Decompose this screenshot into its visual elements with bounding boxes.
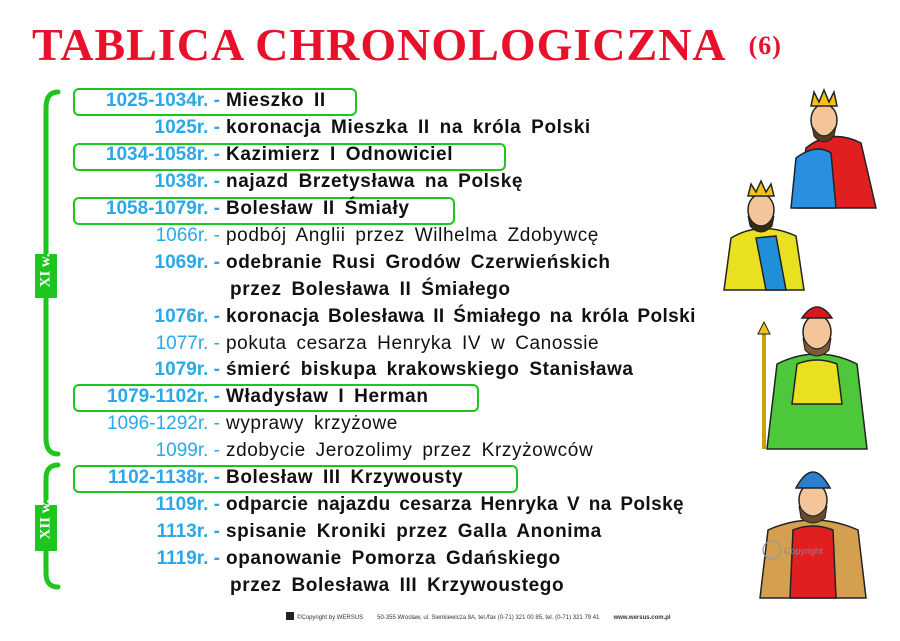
footer-website: www.wersus.com.pl bbox=[613, 615, 671, 621]
timeline-row bbox=[0, 224, 599, 248]
entry-text: podbój Anglii przez Wilhelma Zdobywcę bbox=[226, 225, 599, 246]
entry-date: 1099r. - bbox=[155, 440, 220, 461]
century-label-xii: XII w. bbox=[35, 505, 57, 551]
entry-text: Mieszko II bbox=[226, 90, 326, 111]
entry-text: koronacja Mieszka II na króla Polski bbox=[226, 117, 591, 138]
timeline-row bbox=[0, 197, 410, 221]
timeline-row bbox=[0, 89, 326, 113]
timeline-row bbox=[0, 251, 611, 275]
entry-text: przez Bolesława III Krzywoustego bbox=[230, 575, 565, 596]
timeline-row bbox=[0, 493, 685, 517]
entry-date: 1119r. - bbox=[156, 548, 220, 569]
entry-date: 1025-1034r. - bbox=[105, 90, 220, 111]
entry-date: 1034-1058r. - bbox=[105, 144, 220, 165]
page-title bbox=[32, 18, 782, 71]
entry-text: odparcie najazdu cesarza Henryka V na Polskę bbox=[226, 494, 685, 515]
timeline-row bbox=[0, 278, 511, 302]
timeline-row bbox=[0, 574, 565, 598]
entry-text: odebranie Rusi Grodów Czerwieńskich bbox=[226, 252, 611, 273]
entry-date: 1079-1102r. - bbox=[106, 386, 220, 407]
copyright-watermark: Copyright bbox=[784, 546, 823, 556]
entry-text: zdobycie Jerozolimy przez Krzyżowców bbox=[226, 440, 594, 461]
entry-date: 1113r. - bbox=[156, 521, 220, 542]
king-boleslaw-illustration bbox=[752, 294, 882, 454]
entry-date: 1025r. - bbox=[154, 117, 220, 138]
timeline-row bbox=[0, 547, 561, 571]
timeline-row bbox=[0, 358, 634, 382]
century-label-xi: XI w. bbox=[35, 254, 57, 298]
timeline-row bbox=[0, 466, 464, 490]
timeline-row bbox=[0, 520, 602, 544]
entry-text: pokuta cesarza Henryka IV w Canossie bbox=[226, 333, 600, 354]
entry-text: śmierć biskupa krakowskiego Stanisława bbox=[226, 359, 634, 380]
timeline-row bbox=[0, 305, 696, 329]
title-number: (6) bbox=[748, 31, 782, 60]
entry-date: 1058-1079r. - bbox=[105, 198, 220, 219]
entry-text: wyprawy krzyżowe bbox=[226, 413, 398, 434]
entry-text: spisanie Kroniki przez Galla Anonima bbox=[226, 521, 602, 542]
timeline-row bbox=[0, 439, 594, 463]
entry-date: 1069r. - bbox=[154, 252, 220, 273]
footer-copyright: ©Copyright by WERSUS bbox=[297, 615, 364, 621]
wersus-logo-icon bbox=[286, 612, 294, 620]
footer bbox=[286, 612, 685, 621]
title-text: TABLICA CHRONOLOGICZNA bbox=[32, 19, 727, 70]
entry-text: Bolesław III Krzywousty bbox=[226, 467, 464, 488]
entry-text: Kazimierz I Odnowiciel bbox=[226, 144, 454, 165]
entry-text: opanowanie Pomorza Gdańskiego bbox=[226, 548, 561, 569]
entry-date: 1077r. - bbox=[155, 333, 220, 354]
entry-text: najazd Brzetysława na Polskę bbox=[226, 171, 524, 192]
entry-date: 1079r. - bbox=[154, 359, 220, 380]
king-krzywousty-illustration bbox=[748, 458, 878, 603]
entry-date: 1102-1138r. - bbox=[108, 467, 220, 488]
footer-address: 50-355 Wrocław, ul. Sienkiewicza 8A, tel./fax (0-71) 321 00 85, tel. (0-71) 321 79 41 bbox=[377, 615, 600, 621]
entry-text: Władysław I Herman bbox=[226, 386, 429, 407]
entry-text: koronacja Bolesława II Śmiałego na króla Polski bbox=[226, 306, 696, 327]
entry-text: Bolesław II Śmiały bbox=[226, 198, 410, 219]
timeline-row bbox=[0, 385, 429, 409]
entry-date: 1096-1292r. - bbox=[106, 413, 220, 434]
entry-text: przez Bolesława II Śmiałego bbox=[230, 279, 511, 300]
entry-date: 1076r. - bbox=[154, 306, 220, 327]
timeline-row bbox=[0, 170, 524, 194]
timeline-row bbox=[0, 332, 600, 356]
entry-date: 1066r. - bbox=[155, 225, 220, 246]
timeline-row bbox=[0, 412, 398, 436]
timeline-row bbox=[0, 143, 454, 167]
timeline-row bbox=[0, 116, 591, 140]
king-kazimierz-illustration bbox=[716, 178, 816, 293]
entry-date: 1109r. - bbox=[155, 494, 220, 515]
entry-date: 1038r. - bbox=[154, 171, 220, 192]
